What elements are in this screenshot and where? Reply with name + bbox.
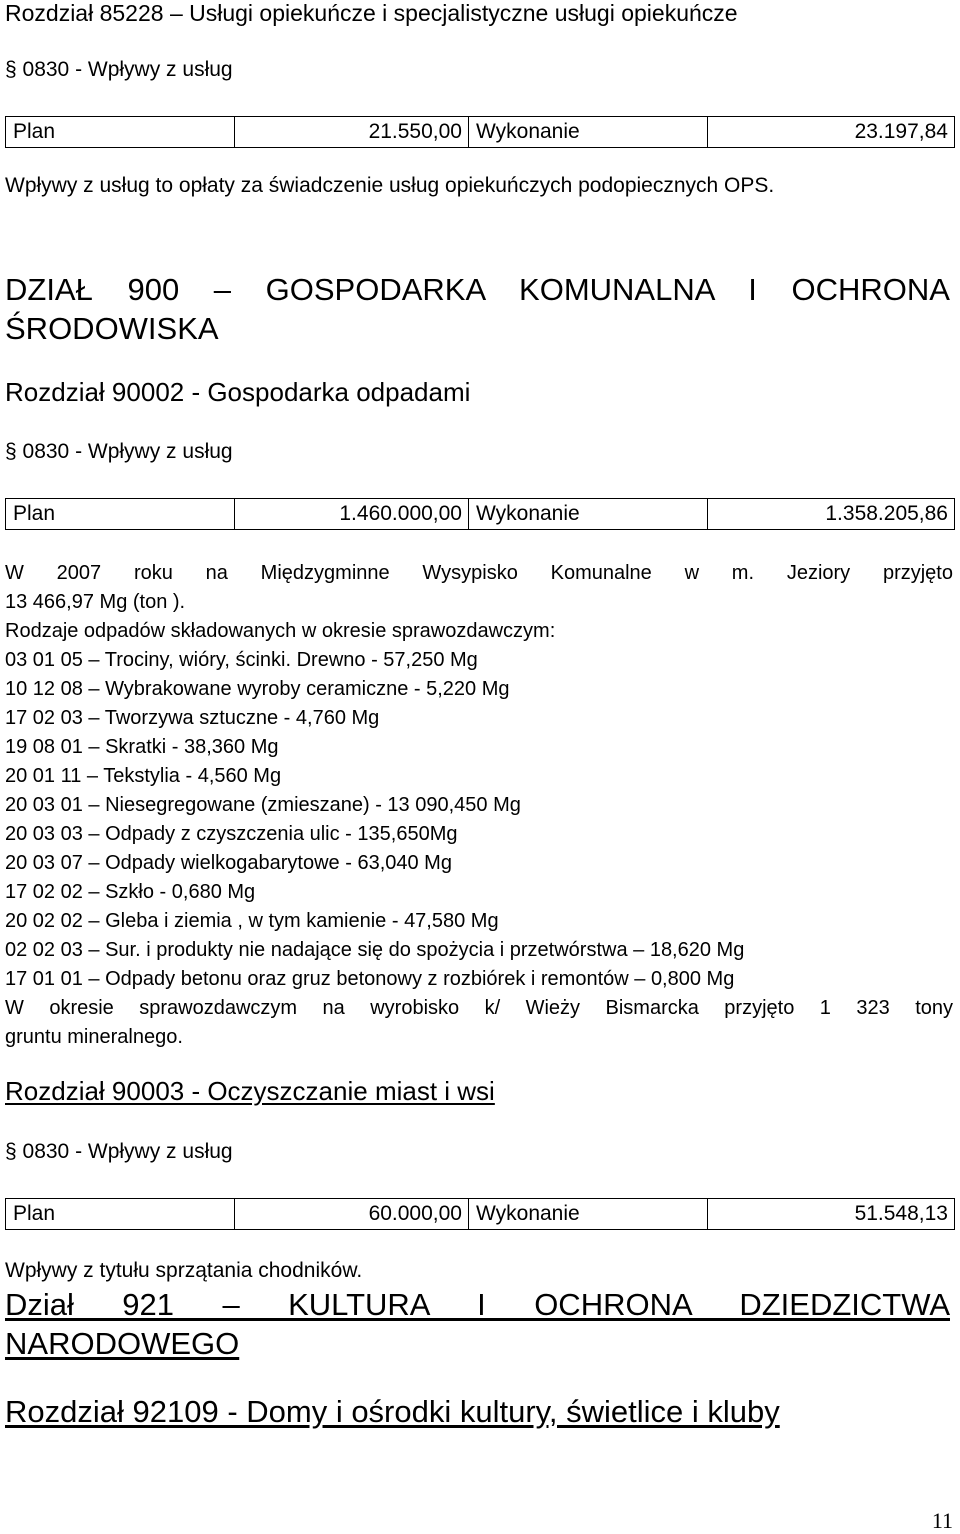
waste-item: 03 01 05 – Trociny, wióry, ścinki. Drewno - 57,250 Mg [5,649,478,671]
execution-value: 1.358.205,86 [708,499,955,530]
plan-value: 21.550,00 [235,117,469,148]
report-intro-line: W 2007 roku na Międzygminne Wysypisko Komunalne w m. Jeziory przyjęto [5,562,953,584]
plan-label: Plan [6,499,235,530]
section-heading-90003: Rozdział 90003 - Oczyszczanie miast i wsi [5,1076,495,1106]
execution-label: Wykonanie [469,117,708,148]
waste-item: 17 02 03 – Tworzywa sztuczne - 4,760 Mg [5,707,380,729]
division-heading-900-line1: DZIAŁ 900 – GOSPODARKA KOMUNALNA I OCHRONA [5,272,950,307]
paragraph-source: § 0830 - Wpływy z usług [5,440,233,463]
execution-label: Wykonanie [469,1199,708,1230]
section-heading-85228: Rozdział 85228 – Usługi opiekuńcze i specjalistyczne usługi opiekuńcze [5,0,738,26]
execution-value: 23.197,84 [708,117,955,148]
paragraph-source: § 0830 - Wpływy z usług [5,58,233,81]
waste-item: 20 01 11 – Tekstylia - 4,560 Mg [5,765,282,787]
section-heading-90002: Rozdział 90002 - Gospodarka odpadami [5,377,471,407]
plan-execution-table [5,498,955,530]
division-heading-921-line1: Dział 921 – KULTURA I OCHRONA DZIEDZICTWA [5,1287,950,1322]
division-heading-921-line2: NARODOWEGO [5,1326,240,1361]
waste-item: 20 03 01 – Niesegregowane (zmieszane) - 13 090,450 Mg [5,794,521,816]
section-note: Wpływy z tytułu sprzątania chodników. [5,1259,363,1282]
execution-value: 51.548,13 [708,1199,955,1230]
waste-item: 20 03 07 – Odpady wielkogabarytowe - 63,040 Mg [5,852,452,874]
plan-label: Plan [6,117,235,148]
report-intro-line: 13 466,97 Mg (ton ). [5,591,186,613]
page-number: 11 [931,1508,953,1533]
plan-execution-table [5,116,955,148]
waste-item: 20 03 03 – Odpady z czyszczenia ulic - 135,650Mg [5,823,458,845]
execution-label: Wykonanie [469,499,708,530]
report-intro-line: Rodzaje odpadów składowanych w okresie sprawozdawczym: [5,620,556,642]
division-heading-900-line2: ŚRODOWISKA [5,311,219,346]
waste-item: 19 08 01 – Skratki - 38,360 Mg [5,736,279,758]
waste-item: 20 02 02 – Gleba i ziemia , w tym kamienie - 47,580 Mg [5,910,499,932]
plan-label: Plan [6,1199,235,1230]
plan-value: 60.000,00 [235,1199,469,1230]
waste-item: 02 02 03 – Sur. i produkty nie nadające się do spożycia i przetwórstwa – 18,620 Mg [5,939,745,961]
section-note: Wpływy z usług to opłaty za świadczenie usług opiekuńczych podopiecznych OPS. [5,174,775,197]
waste-item: 10 12 08 – Wybrakowane wyroby ceramiczne - 5,220 Mg [5,678,510,700]
plan-execution-table [5,1198,955,1230]
report-closing-line: W okresie sprawozdawczym na wyrobisko k/ Wieży Bismarcka przyjęto 1 323 tony [5,997,953,1019]
plan-value: 1.460.000,00 [235,499,469,530]
waste-item: 17 02 02 – Szkło - 0,680 Mg [5,881,256,903]
report-closing-line: gruntu mineralnego. [5,1026,183,1048]
waste-item: 17 01 01 – Odpady betonu oraz gruz betonowy z rozbiórek i remontów – 0,800 Mg [5,968,735,990]
waste-report [5,559,953,1052]
paragraph-source: § 0830 - Wpływy z usług [5,1140,233,1163]
section-heading-92109: Rozdział 92109 - Domy i ośrodki kultury, świetlice i kluby [5,1394,780,1429]
